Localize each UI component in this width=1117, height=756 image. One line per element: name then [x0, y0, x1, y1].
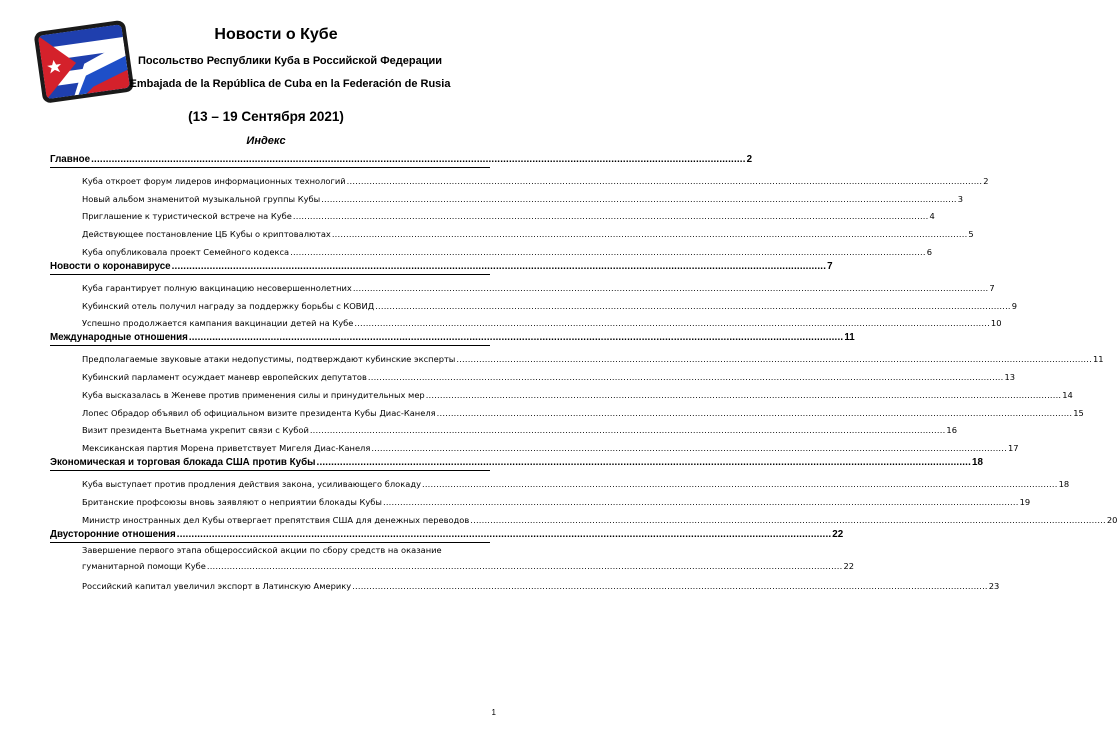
dot-leader: [332, 229, 968, 239]
toc-section-bilateral[interactable]: [50, 525, 844, 543]
dot-leader: [310, 425, 946, 435]
dot-leader: [375, 301, 1011, 311]
toc-item-label: Куба выступает против продления действия закона, усиливающего блокаду: [82, 478, 421, 489]
toc-item[interactable]: [50, 574, 1000, 592]
toc-item-label: Министр иностранных дел Кубы отвергает препятствия США для денежных переводов: [82, 514, 470, 525]
toc-item-page: 11: [1092, 354, 1104, 365]
dot-leader: [426, 390, 1062, 400]
dot-leader: [371, 443, 1007, 453]
toc-section-page: 18: [972, 457, 983, 469]
toc-item-label: Кубинский парламент осуждает маневр европейских депутатов: [82, 371, 367, 382]
dot-leader: [352, 581, 988, 591]
toc-item-page: 3: [957, 193, 964, 204]
toc-item-page: 15: [1073, 407, 1084, 418]
dot-leader: [290, 247, 926, 257]
toc-item[interactable]: [50, 364, 1016, 382]
toc-item-label: Кубинский отель получил награду за поддержку борьбы с КОВИД: [82, 300, 375, 311]
toc-section-label: Двусторонние отношения: [50, 528, 176, 540]
dot-leader: [456, 354, 1092, 364]
dot-leader: [172, 261, 827, 272]
subtitle-spanish: Embajada de la República de Cuba en la Federación de Rusia: [129, 78, 451, 90]
toc-item-page: 23: [988, 581, 1000, 592]
bullet-glyph: [62, 543, 82, 574]
toc-item[interactable]: [50, 168, 989, 186]
toc-section-main[interactable]: [50, 150, 753, 168]
toc-item-label: Приглашение к туристической встрече на Кубе: [82, 211, 292, 222]
dot-leader: [470, 515, 1106, 525]
toc-item-label-continued: гуманитарной помощи Кубе: [82, 560, 206, 571]
toc-item[interactable]: [50, 204, 935, 222]
subtitle-russian: Посольство Республики Куба в Российской Федерации: [138, 55, 442, 67]
dot-leader: [368, 372, 1004, 382]
toc-section-coronavirus[interactable]: [50, 257, 833, 275]
dot-leader: [354, 318, 990, 328]
toc-item-page: 17: [1007, 443, 1019, 454]
table-of-contents: [50, 150, 1117, 592]
dot-leader: [383, 497, 1019, 507]
toc-item-label: Куба гарантирует полную вакцинацию несовершеннолетних: [82, 282, 352, 293]
toc-item[interactable]: [50, 418, 957, 436]
toc-item[interactable]: [50, 239, 932, 257]
dot-leader: [347, 176, 983, 186]
dot-leader: [189, 332, 844, 343]
toc-item[interactable]: [50, 311, 1002, 329]
toc-item-label: Британские профсоюзы вновь заявляют о неприятии блокады Кубы: [82, 496, 382, 507]
dot-leader: [422, 479, 1058, 489]
toc-item-page: 10: [990, 318, 1002, 329]
toc-item-text: [82, 543, 854, 574]
dot-leader: [321, 194, 957, 204]
toc-item-page: 6: [926, 246, 932, 257]
index-heading: Индекс: [246, 135, 286, 147]
dot-leader: [177, 529, 832, 540]
toc-item[interactable]: [50, 275, 995, 293]
dot-leader: [437, 408, 1073, 418]
toc-item-label: Действующее постановление ЦБ Кубы о криптовалютах: [82, 229, 331, 240]
toc-item-label: Новый альбом знаменитой музыкальной группы Кубы: [82, 193, 321, 204]
toc-item-page: 16: [946, 425, 957, 436]
toc-section-page: 22: [832, 528, 844, 540]
toc-item-label: Куба опубликовала проект Семейного кодекса: [82, 246, 290, 257]
toc-item-label: Куба высказалась в Женеве против применения силы и принудительных мер: [82, 389, 425, 400]
toc-item-page: 20: [1106, 514, 1117, 525]
dot-leader: [207, 561, 843, 571]
toc-section-page: 2: [746, 154, 753, 165]
toc-item[interactable]: [50, 507, 1117, 525]
toc-section-blockade[interactable]: [50, 453, 983, 471]
toc-item-page: 19: [1019, 496, 1031, 507]
toc-item-label: Успешно продолжается кампания вакцинации детей на Кубе: [82, 318, 354, 329]
toc-section-label: Главное: [50, 154, 91, 165]
toc-item-page: 9: [1011, 300, 1018, 311]
toc-item[interactable]: [50, 293, 1018, 311]
toc-item-page: 22: [843, 560, 854, 571]
dot-leader: [91, 154, 746, 165]
toc-item-label: Российский капитал увеличил экспорт в Латинскую Америку: [82, 581, 352, 592]
toc-section-international[interactable]: [50, 328, 855, 346]
toc-item[interactable]: [50, 186, 964, 204]
page-number: 1: [491, 708, 496, 717]
toc-item-page: 5: [968, 229, 974, 240]
toc-item-label: Визит президента Вьетнама укрепит связи с Кубой: [82, 425, 309, 436]
toc-item[interactable]: [50, 543, 854, 574]
toc-item-label: Куба откроет форум лидеров информационных технологий: [82, 175, 346, 186]
toc-item-label: Предполагаемые звуковые атаки недопустимы, подтверждают кубинские эксперты: [82, 354, 456, 365]
toc-section-label: Экономическая и торговая блокада США против Кубы: [50, 457, 316, 469]
toc-item-page: 4: [929, 211, 935, 222]
dot-leader: [293, 211, 929, 221]
toc-item-label: Мексиканская партия Морена приветствует Мигеля Диас-Канеля: [82, 443, 371, 454]
date-range: (13 – 19 Сентября 2021): [188, 109, 344, 124]
toc-item[interactable]: [50, 221, 974, 240]
toc-item[interactable]: [50, 471, 1070, 489]
toc-section-label: Новости о коронавирусе: [50, 260, 171, 272]
toc-item[interactable]: [50, 346, 1104, 365]
toc-item-page: 13: [1004, 371, 1016, 382]
toc-item-line2: [82, 557, 854, 571]
dot-leader: [353, 283, 989, 293]
toc-item-page: 2: [983, 175, 989, 186]
toc-item[interactable]: [50, 400, 1084, 418]
toc-item-page: 14: [1062, 389, 1073, 400]
toc-item-label: Лопес Обрадор объявил об официальном визите президента Кубы Диас-Канеля: [82, 407, 436, 418]
toc-section-label: Международные отношения: [50, 332, 188, 344]
toc-section-page: 7: [827, 260, 833, 272]
toc-item[interactable]: [50, 382, 1073, 400]
toc-item-page: 7: [989, 282, 995, 293]
document-title: Новости о Кубе: [214, 26, 338, 43]
dot-leader: [317, 457, 972, 468]
toc-item-label: Завершение первого этапа общероссийской акции по сбору средств на оказание: [82, 544, 442, 555]
toc-item[interactable]: [50, 435, 1019, 454]
toc-section-page: 11: [844, 332, 855, 344]
toc-item[interactable]: [50, 489, 1031, 507]
toc-item-page: 18: [1058, 478, 1070, 489]
